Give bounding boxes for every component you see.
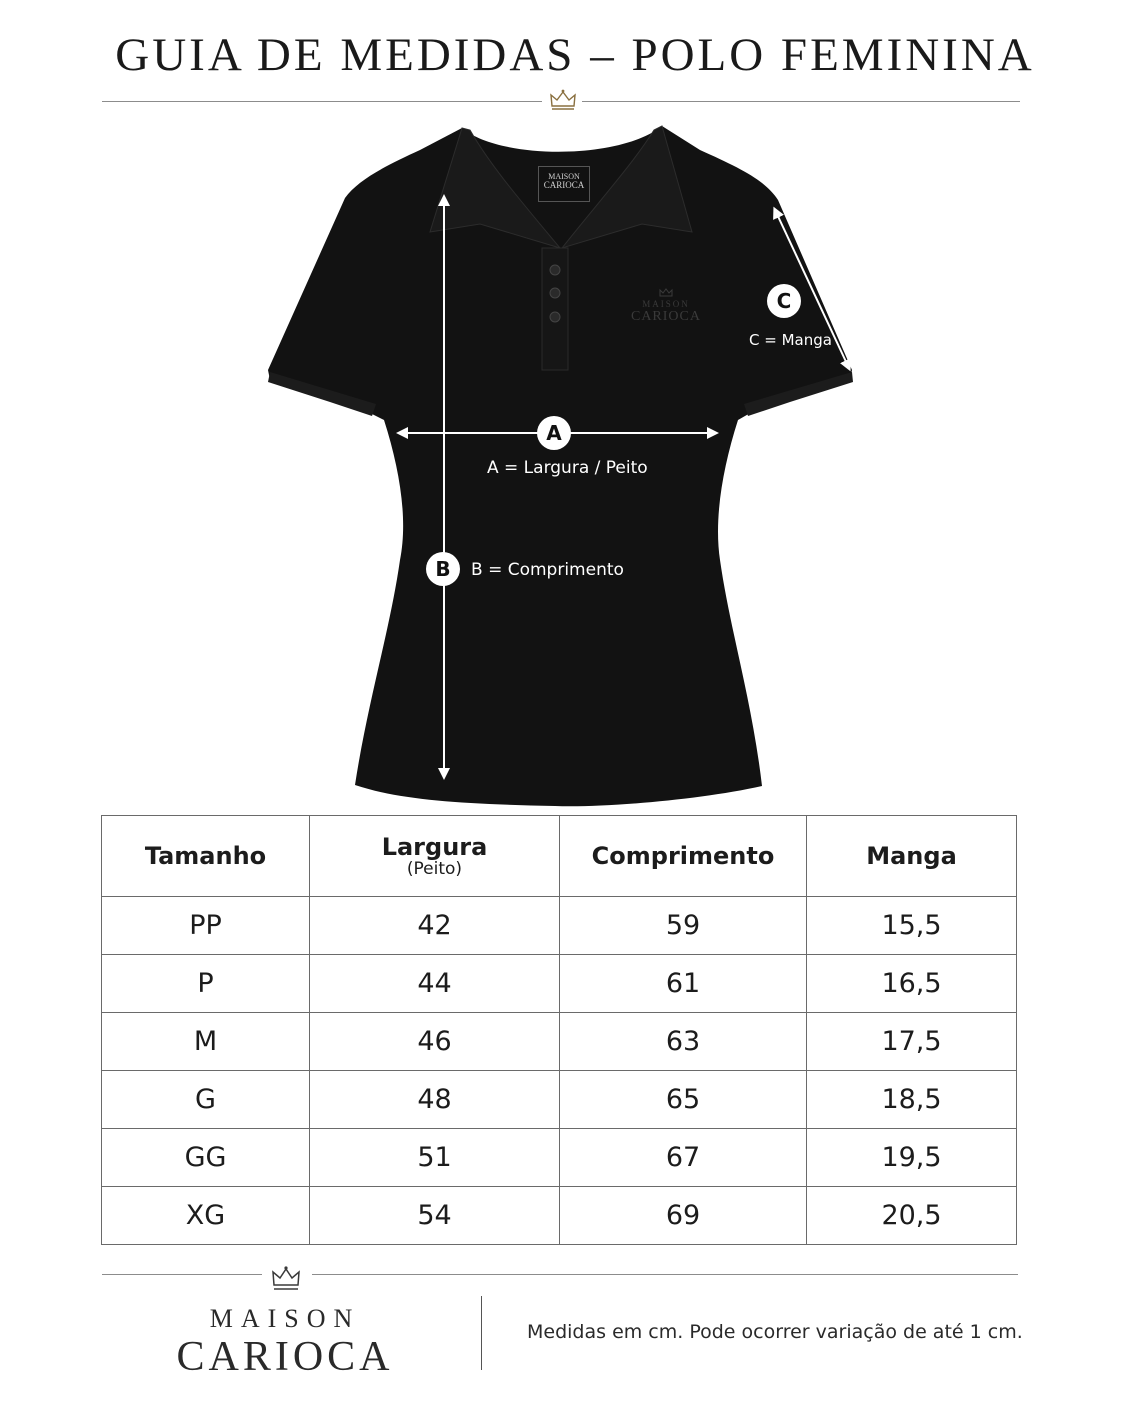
cell-largura: 48: [310, 1071, 560, 1129]
header-largura: [310, 816, 560, 897]
table-row: [102, 1129, 1017, 1187]
header-sublabel: (Peito): [406, 859, 463, 879]
footer-brand-line2: CARIOCA: [176, 1334, 394, 1380]
header-label: Manga: [866, 842, 957, 870]
header-comprimento: [560, 816, 807, 897]
button: [550, 265, 560, 275]
cell-largura: 54: [310, 1187, 560, 1245]
size-table: [101, 815, 1017, 1245]
cell-comprimento: 67: [560, 1129, 807, 1187]
cell-size: M: [102, 1013, 310, 1071]
cell-manga: 15,5: [807, 897, 1017, 955]
cell-largura: 42: [310, 897, 560, 955]
cell-comprimento: 65: [560, 1071, 807, 1129]
measure-b-badge: B: [426, 552, 460, 586]
chest-logo-line2: CARIOCA: [630, 309, 701, 324]
measure-a-label: A = Largura / Peito: [487, 458, 648, 478]
footer-brand-line1: MAISON: [209, 1304, 361, 1333]
cell-largura: 44: [310, 955, 560, 1013]
cell-size: P: [102, 955, 310, 1013]
cell-comprimento: 59: [560, 897, 807, 955]
cell-comprimento: 63: [560, 1013, 807, 1071]
crown-icon: [269, 1264, 303, 1292]
cell-manga: 17,5: [807, 1013, 1017, 1071]
neck-tag-line1: MAISON: [548, 172, 580, 181]
cell-largura: 51: [310, 1129, 560, 1187]
cell-manga: 16,5: [807, 955, 1017, 1013]
table-row: [102, 1071, 1017, 1129]
cell-manga: 18,5: [807, 1071, 1017, 1129]
cell-comprimento: 61: [560, 955, 807, 1013]
cell-size: GG: [102, 1129, 310, 1187]
footer-note: Medidas em cm. Pode ocorrer variação de até 1 cm.: [527, 1321, 1023, 1343]
header-label: Largura: [381, 833, 488, 861]
footer-divider-left: [102, 1274, 262, 1275]
footer-divider-right: [312, 1274, 1018, 1275]
footer-separator: [481, 1296, 482, 1370]
chest-logo-line1: MAISON: [642, 299, 690, 309]
header-label: Comprimento: [591, 842, 775, 870]
measure-a-badge: A: [537, 416, 571, 450]
cell-largura: 46: [310, 1013, 560, 1071]
table-row: [102, 1187, 1017, 1245]
neck-tag-line2: CARIOCA: [543, 180, 585, 191]
button: [550, 312, 560, 322]
table-row: [102, 897, 1017, 955]
measure-b-label: B = Comprimento: [471, 560, 624, 580]
cell-comprimento: 69: [560, 1187, 807, 1245]
measure-c-label: C = Manga: [749, 331, 832, 349]
cell-size: XG: [102, 1187, 310, 1245]
table-row: [102, 955, 1017, 1013]
table-row: [102, 1013, 1017, 1071]
cell-size: G: [102, 1071, 310, 1129]
table-header-row: [102, 816, 1017, 897]
measure-c-badge: C: [767, 284, 801, 318]
button: [550, 288, 560, 298]
crown-icon: [659, 288, 673, 298]
cell-size: PP: [102, 897, 310, 955]
chest-logo: [620, 288, 712, 325]
page-title: GUIA DE MEDIDAS – POLO FEMININA: [115, 29, 1035, 81]
cell-manga: 20,5: [807, 1187, 1017, 1245]
header-manga: [807, 816, 1017, 897]
header-label: Tamanho: [144, 842, 267, 870]
cell-manga: 19,5: [807, 1129, 1017, 1187]
header-tamanho: [102, 816, 310, 897]
neck-tag: [538, 166, 590, 202]
